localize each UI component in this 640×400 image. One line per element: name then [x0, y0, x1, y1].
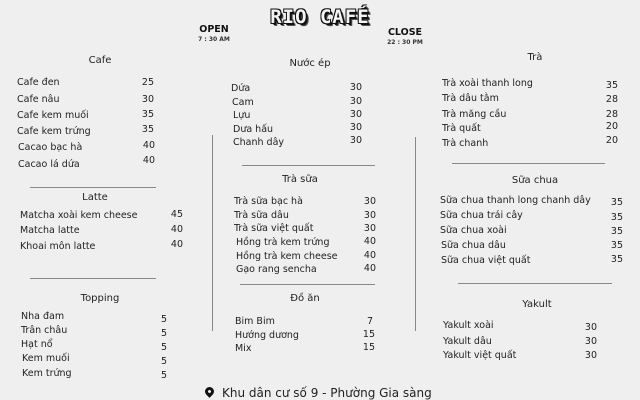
menu-item-price: 40: [142, 155, 155, 166]
menu-item-price: 28: [605, 109, 618, 120]
menu-item-price: 30: [584, 350, 597, 361]
menu-item-price: 5: [160, 328, 167, 339]
menu-item-price: 30: [363, 196, 376, 207]
menu-item-name: Cam: [232, 97, 254, 108]
menu-item-name: Hạt nổ: [21, 339, 53, 350]
menu-item-price: 20: [605, 135, 618, 146]
menu-item-name: Cacao lá dứa: [18, 159, 80, 170]
menu-item-name: Yakult dâu: [443, 336, 492, 347]
menu-item-name: Trân châu: [21, 325, 68, 336]
section-divider: [30, 187, 156, 188]
menu-item-price: 25: [141, 77, 154, 88]
menu-item-name: Kem muối: [22, 353, 70, 364]
menu-item-price: 30: [363, 223, 376, 234]
menu-item-price: 35: [141, 109, 154, 120]
section-title-yakult: Yakult: [522, 299, 552, 310]
section-divider: [458, 283, 612, 284]
column-divider-right: [415, 137, 416, 331]
menu-item-name: Bim Bim: [235, 316, 275, 327]
menu-item-price: 35: [610, 254, 623, 265]
menu-item-price: 40: [363, 236, 376, 247]
menu-item-name: Sữa chua trái cây: [440, 210, 523, 221]
menu-item-name: Trà sữa dâu: [234, 210, 289, 221]
menu-item-name: Kem trứng: [22, 368, 72, 379]
section-title-tra-sua: Trà sữa: [282, 174, 318, 185]
menu-item-price: 30: [349, 135, 362, 146]
menu-item-name: Mix: [235, 343, 252, 354]
menu-item-name: Trà sữa việt quất: [234, 223, 314, 234]
menu-item-price: 40: [142, 140, 155, 151]
menu-item-price: 35: [141, 124, 154, 135]
section-divider: [240, 284, 375, 285]
section-title-tra: Trà: [527, 52, 543, 63]
menu-item-price: 5: [160, 314, 167, 325]
menu-item-price: 35: [610, 197, 623, 208]
menu-item-price: 30: [363, 210, 376, 221]
menu-item-name: Yakult việt quất: [443, 350, 517, 361]
menu-item-price: 40: [170, 239, 183, 250]
menu-item-name: Nha đam: [21, 311, 65, 322]
menu-item-name: Cacao bạc hà: [18, 142, 83, 153]
section-title-sua-chua: Sữa chua: [511, 175, 559, 186]
section-divider: [30, 278, 156, 279]
menu-item-name: Trà sữa bạc hà: [234, 196, 303, 207]
menu-item-price: 5: [160, 356, 167, 367]
close-label: CLOSE: [387, 27, 423, 38]
menu-item-price: 5: [160, 370, 167, 381]
menu-item-name: Cafe nâu: [17, 94, 60, 105]
open-hours: [192, 24, 236, 43]
menu-item-name: Yakult xoài: [443, 320, 494, 331]
menu-item-price: 45: [170, 209, 183, 220]
section-divider: [242, 165, 375, 166]
menu-item-name: Hồng trà kem cheese: [236, 251, 338, 262]
close-hours: [382, 27, 428, 46]
menu-item-price: 30: [349, 82, 362, 93]
menu-item-name: Sữa chua việt quất: [441, 255, 531, 266]
open-label: OPEN: [199, 24, 229, 35]
close-time: 22 : 30 PM: [387, 39, 423, 46]
menu-item-price: 40: [170, 224, 183, 235]
menu-item-price: 30: [349, 96, 362, 107]
menu-item-price: 15: [362, 329, 375, 340]
menu-item-name: Trà dâu tằm: [442, 93, 499, 104]
menu-item-name: Hướng dương: [235, 330, 299, 341]
menu-item-name: Khoai môn latte: [20, 241, 96, 252]
menu-item-name: Cafe đen: [17, 77, 60, 88]
menu-item-price: 35: [605, 80, 618, 91]
address: [205, 386, 432, 400]
menu-item-name: Dưa hấu: [233, 124, 274, 135]
menu-item-price: 40: [363, 250, 376, 261]
menu-item-price: 35: [610, 226, 623, 237]
menu-item-name: Hồng trà kem trứng: [236, 237, 330, 248]
menu-item-name: Trà chanh: [442, 138, 489, 149]
menu-item-name: Sữa chua xoài: [440, 225, 507, 236]
menu-item-price: 28: [605, 94, 618, 105]
menu-item-price: 30: [141, 94, 154, 105]
section-title-latte: Latte: [82, 192, 108, 203]
address-text: Khu dân cư số 9 - Phường Gia sàng: [222, 386, 432, 400]
menu-item-price: 7: [366, 316, 373, 327]
menu-item-price: 35: [610, 212, 623, 223]
menu-item-name: Gạo rang sencha: [236, 264, 317, 275]
section-divider: [452, 163, 605, 164]
section-title-cafe: Cafe: [88, 55, 112, 66]
menu-item-name: Cafe kem trứng: [17, 126, 91, 137]
section-title-topping: Topping: [80, 293, 120, 304]
column-divider-left: [212, 135, 213, 331]
menu-item-price: 30: [349, 109, 362, 120]
menu-item-price: 30: [584, 336, 597, 347]
menu-item-name: Dứa: [231, 83, 251, 94]
cafe-title: RIO CAFÉ: [270, 6, 370, 28]
section-title-do-an: Đồ ăn: [290, 293, 320, 304]
menu-item-name: Chanh dây: [233, 137, 285, 148]
menu-item-price: 30: [584, 322, 597, 333]
map-pin-icon: [203, 385, 216, 398]
menu-item-price: 30: [349, 122, 362, 133]
menu-item-name: Sữa chua dâu: [441, 240, 506, 251]
menu-item-name: Trà quất: [442, 123, 481, 134]
menu-item-price: 5: [160, 342, 167, 353]
menu-item-price: 40: [363, 263, 376, 274]
section-title-nuoc-ep: Nước ép: [289, 58, 331, 69]
menu-item-name: Sữa chua thanh long chanh dây: [440, 195, 591, 206]
menu-item-name: Matcha xoài kem cheese: [20, 210, 138, 221]
menu-item-price: 20: [605, 121, 618, 132]
menu-item-price: 35: [610, 240, 623, 251]
menu-item-name: Cafe kem muối: [17, 110, 89, 121]
menu-item-price: 15: [362, 342, 375, 353]
menu-item-name: Trà xoài thanh long: [442, 78, 533, 89]
open-time: 7 : 30 AM: [198, 36, 230, 43]
menu-item-name: Lựu: [233, 110, 251, 121]
menu-item-name: Matcha latte: [20, 225, 80, 236]
menu-item-name: Trà măng cầu: [442, 109, 507, 120]
